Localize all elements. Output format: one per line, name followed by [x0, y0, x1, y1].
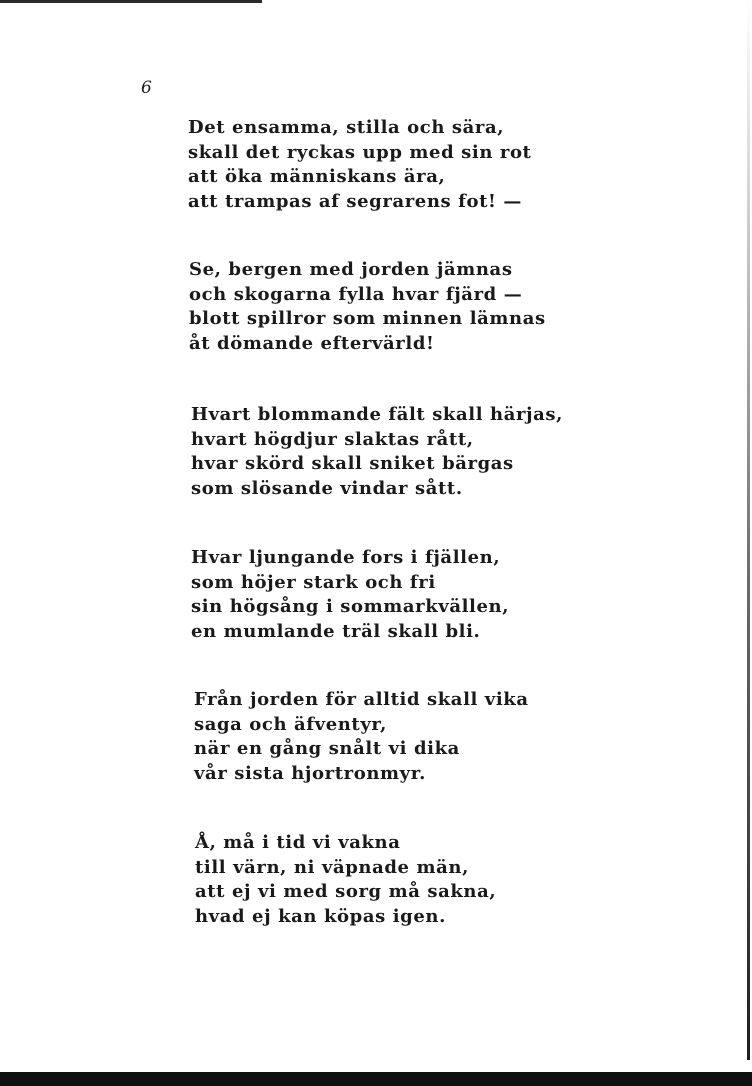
stanza-1 — [188, 116, 531, 214]
top-rule — [0, 0, 262, 3]
poem-line: skall det ryckas upp med sin rot — [188, 141, 532, 163]
poem-line: Från jorden för alltid skall vika — [194, 689, 529, 710]
poem-line: Det ensamma, stilla och sära, — [188, 117, 505, 138]
poem-line: Hvar ljungande fors i fjällen, — [191, 547, 501, 568]
poem-line: vår sista hjortronmyr. — [194, 762, 427, 784]
poem-line: när en gång snålt vi dika — [194, 738, 460, 759]
poem-line: hvad ej kan köpas igen. — [195, 905, 446, 927]
poem-line: åt dömande eftervärld! — [189, 332, 435, 354]
stanza-2 — [189, 258, 546, 356]
poem-line: som höjer stark och fri — [191, 571, 436, 593]
stanza-6 — [195, 831, 496, 929]
poem-line: Se, bergen med jorden jämnas — [189, 259, 513, 280]
page-number: 6 — [141, 78, 152, 98]
poem-line: att öka människans ära, — [188, 166, 446, 187]
poem-line: saga och äfventyr, — [194, 713, 388, 735]
poem-line: hvar skörd skall sniket bärgas — [191, 453, 514, 474]
poem-line: hvart högdjur slaktas rått, — [191, 428, 474, 450]
poem-line: en mumlande träl skall bli. — [191, 620, 481, 642]
stanza-4 — [191, 546, 509, 644]
poem-line: att ej vi med sorg må sakna, — [195, 881, 497, 902]
poem-line: som slösande vindar sått. — [191, 477, 463, 499]
poem-line: till värn, ni väpnade män, — [195, 856, 469, 878]
page-edge-shadow — [747, 0, 750, 1060]
stanza-5 — [194, 688, 529, 786]
poem-line: blott spillror som minnen lämnas — [189, 308, 546, 329]
scan-bottom-edge — [0, 1072, 752, 1086]
stanza-3 — [191, 403, 563, 501]
poem-line: att trampas af segrarens fot! — — [188, 190, 522, 212]
poem-line: Hvart blommande fält skall härjas, — [191, 404, 564, 425]
poem-line: Å, må i tid vi vakna — [195, 832, 401, 853]
poem-line: sin högsång i sommarkvällen, — [191, 596, 510, 617]
poem-line: och skogarna fylla hvar fjärd — — [189, 283, 523, 305]
